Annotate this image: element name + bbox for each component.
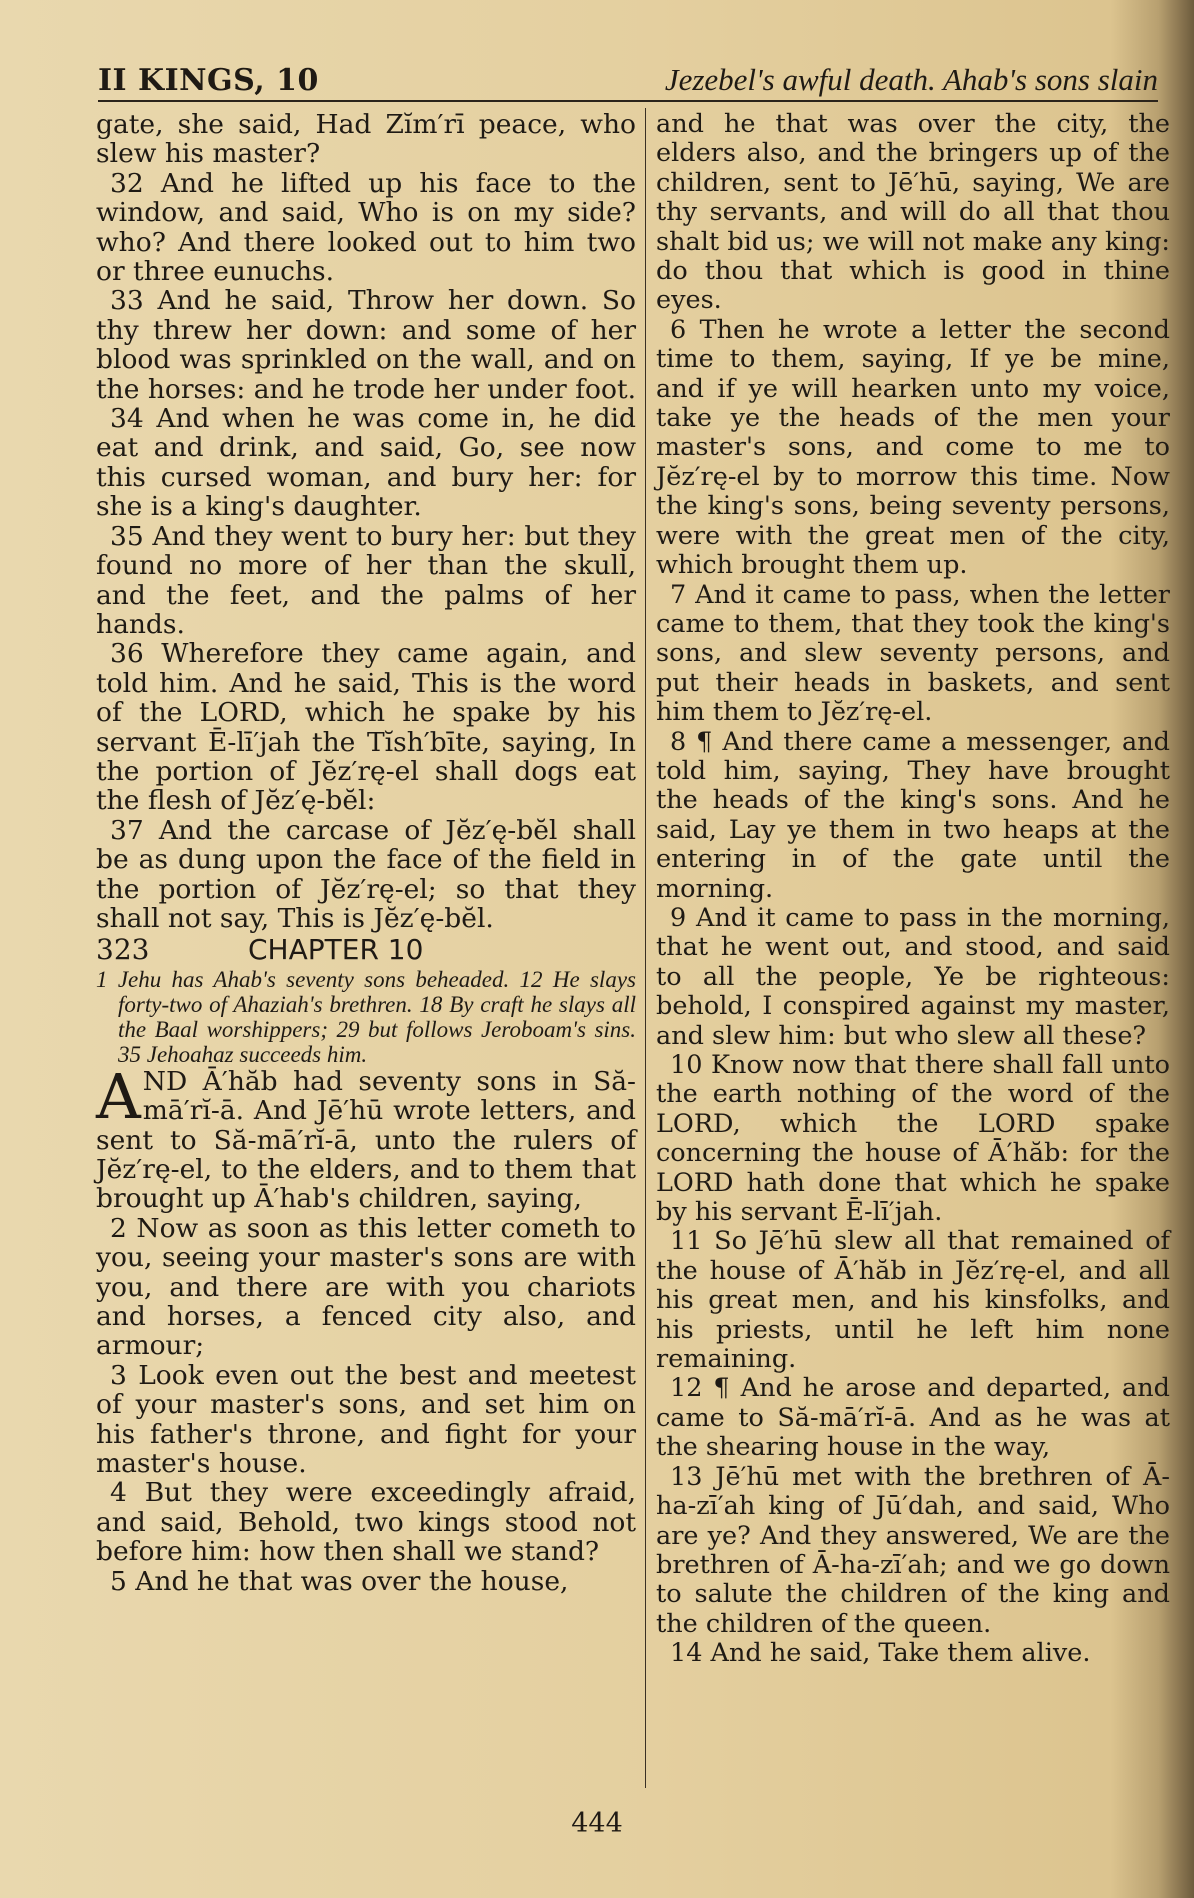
verse-11: 11 So Jē′hū slew all that remained of the house of Ā′hăb in Jĕz′rę-el, and all his great men, and his kinsfolks, and his priests, until he left him none remaining. xyxy=(656,1226,1170,1375)
verse-10: 10 Know now that there shall fall unto the earth nothing of the word of the LORD, which the LORD spake concerning the house of Ā′hăb: for the LORD hath done that which he spake by his servant Ē-lī′jah. xyxy=(656,1050,1170,1228)
page-topic-heading: Jezebel's awful death. Ahab's sons slain xyxy=(664,62,1158,97)
verse-13: 13 Jē′hū met with the brethren of Ā-ha-zī′ah king of Jū′dah, and said, Who are ye? And they answered, We are the brethren of Ā-ha-zī′ah; and we go down to salute the children of the king and the children of the queen. xyxy=(656,1461,1170,1639)
verse-12: 12 ¶ And he arose and departed, and came to Să-mā′rĭ-ā. And as he was at the shearing house in the way, xyxy=(656,1373,1170,1463)
verse-5: 5 And he that was over the house, xyxy=(110,1565,569,1597)
verse-8: 8 ¶ And there came a messenger, and told him, saying, They have brought the heads of the king's sons. And he said, Lay ye them in two heaps at the entering in of the gate until the morning. xyxy=(656,726,1170,904)
verse-33: 33 And he said, Throw her down. So thy threw her down: and some of her blood was sprinkled on the wall, and on the horses: and he trode her under foot. xyxy=(96,285,637,405)
column-divider xyxy=(645,108,646,1788)
running-header xyxy=(98,52,1158,98)
verse-1 xyxy=(96,1059,636,1215)
book-chapter-heading: II KINGS, 10 xyxy=(98,63,319,98)
chapter-summary: 1 Jehu has Ahab's seventy sons beheaded. 12 He slays forty-two of Ahaziah's brethren. 18 By craft he slays all the Baal worshippers; 29 but follows Jeroboam's sins. 35 Jehoahaz succeeds him. xyxy=(96,966,636,1067)
verse-1-text: ND Ā′hăb had seventy sons in Să-mā′rĭ-ā. And Jē′hū wrote letters, and sent to Să-mā′rĭ-ā, unto the rulers of Jĕz′rę-el, to the elders, and to them that brought up Ā′hab's children, saying, xyxy=(96,1065,636,1215)
verse-35: 35 And they went to bury her: but they found no more of her than the skull, and the feet, and the palms of her hands. xyxy=(96,520,636,640)
verse-36: 36 Wherefore they came again, and told him. And he said, This is the word of the LORD, which he spake by his servant Ē-lī′jah the Tĭsh′bīte, saying, In the portion of Jĕz′rę-el shall dogs eat the flesh of Jĕz′ę-bĕl: xyxy=(96,638,636,817)
verse-4: 4 But they were exceedingly afraid, and said, Behold, two kings stood not before him: how then shall we stand? xyxy=(96,1477,636,1568)
right-column xyxy=(656,110,1170,1669)
drop-cap: A xyxy=(96,1059,141,1133)
header-rule xyxy=(98,100,1158,102)
verse-6: 6 Then he wrote a letter the second time to them, saying, If ye be mine, and if ye will hearken unto my voice, take ye the heads of the men your master's sons, and come to me to Jĕz′rę-el by to morrow this time. Now the king's sons, being seventy persons, were with the great men of the city, which brought them up. xyxy=(656,314,1170,581)
chapter-title: CHAPTER 10 xyxy=(248,933,424,967)
left-column xyxy=(96,110,636,1596)
verse-9: 9 And it came to pass in the morning, that he went out, and stood, and said to all the people, Ye be righteous: behold, I conspired against my master, and slew him: but who slew all these? xyxy=(656,902,1170,1051)
verse-continuation: and he that was over the city, the elders also, and the bringers up of the children, sent to Jē′hū, saying, We are thy servants, and will do all that thou shalt bid us; we will not make any king: do thou that which is good in thine eyes. xyxy=(656,109,1170,316)
verse-32: 32 And he lifted up his face to the window, and said, Who is on my side? who? And there looked out to him two or three eunuchs. xyxy=(96,167,636,288)
verse-37: 37 And the carcase of Jĕz′ę-bĕl shall be as dung upon the face of the field in the portion of Jĕz′rę-el; so that they shall not say, This is Jĕz′ę-bĕl. xyxy=(96,814,636,934)
verse-3: 3 Look even out the best and meetest of your master's sons, and set him on his father's throne, and fight for your master's house. xyxy=(96,1359,636,1480)
verse-2: 2 Now as soon as this letter cometh to you, seeing your master's sons are with you, and there are with you chariots and horses, a fenced city also, and armour; xyxy=(96,1212,636,1362)
verse-14: 14 And he said, Take them alive. xyxy=(670,1638,1091,1669)
chapter-ref-number: 323 xyxy=(96,933,150,967)
verse-continuation: gate, she said, Had Zĭm′rī peace, who slew his master? xyxy=(96,109,636,170)
chapter-heading xyxy=(96,933,636,967)
verse-7: 7 And it came to pass, when the letter came to them, that they took the king's sons, and slew seventy persons, and put their heads in baskets, and sent him them to Jĕz′rę-el. xyxy=(656,579,1170,728)
page-number: 444 xyxy=(571,1808,623,1839)
verse-34: 34 And when he was come in, he did eat and drink, and said, Go, see now this cursed woman, and bury her: for she is a king's daughter. xyxy=(96,403,636,523)
